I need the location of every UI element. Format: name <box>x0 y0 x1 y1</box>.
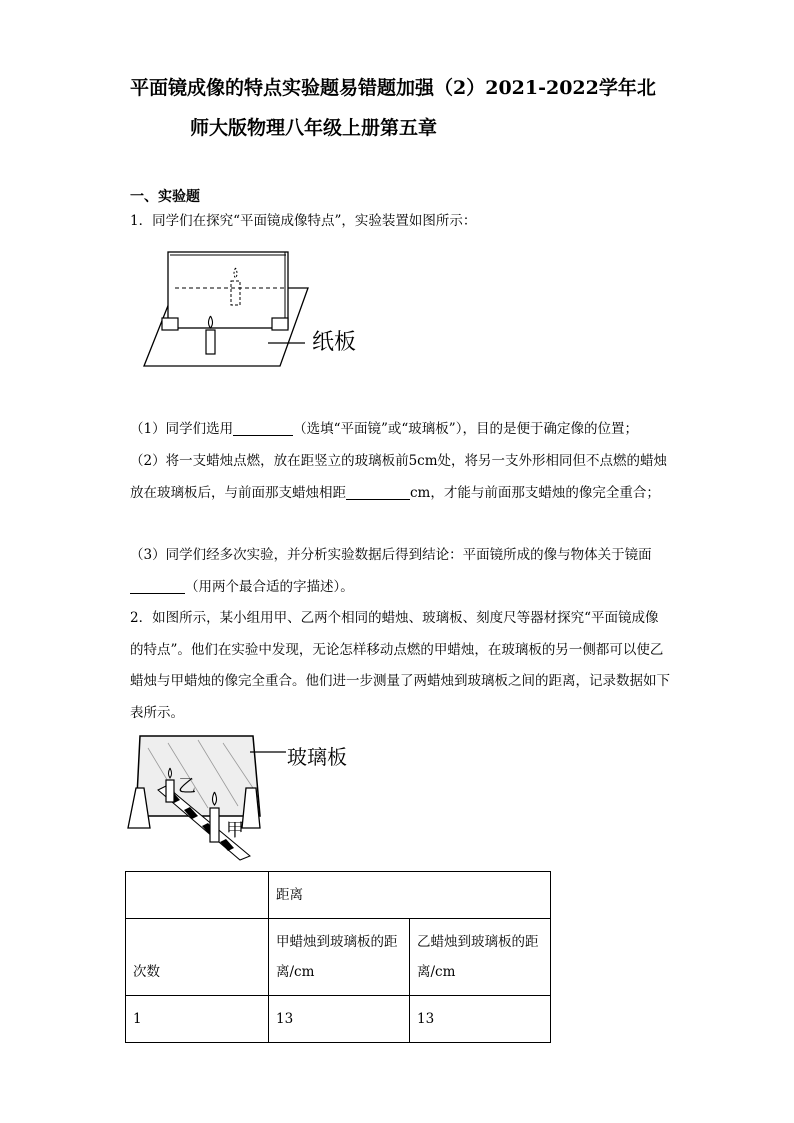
table-cell-jia: 13 <box>269 996 410 1043</box>
q1-part1-text-a: （1）同学们选用 <box>130 421 234 437</box>
document-title <box>130 68 690 148</box>
q2-candle-jia-label: 甲 <box>226 820 244 841</box>
table-header-yi: 乙蜡烛到玻璃板的距离/cm <box>410 919 551 996</box>
table-corner-cell <box>126 872 269 919</box>
q1-part3-text-b: （用两个最合适的字描述）。 <box>185 578 354 595</box>
title-line-2: 师大版物理八年级上册第五章 <box>190 117 438 139</box>
q1-part1-text-b: （选填“平面镜”或“玻璃板”），目的是便于确定像的位置； <box>293 421 638 437</box>
glass-plate <box>168 252 288 328</box>
data-table <box>125 871 551 1043</box>
q2-figure-label: 玻璃板 <box>287 745 347 769</box>
q1-part3 <box>130 540 670 603</box>
q2-candle-yi-label: 乙 <box>178 776 196 797</box>
q1-part1 <box>130 414 670 446</box>
q2-stem: 2．如图所示，某小组用甲、乙两个相同的蜡烛、玻璃板、刻度尺等器材探究“平面镜成像的特点”。他们在实验中发现，无论怎样移动点燃的甲蜡烛，在玻璃板的另一侧都可以使乙蜡烛与甲蜡烛的像完全重合。他们进一步测量了两蜡烛到玻璃板之间的距离，记录数据如下表所示。 <box>130 610 670 721</box>
table-header-jia: 甲蜡烛到玻璃板的距离/cm <box>269 919 410 996</box>
title-line-1: 平面镜成像的特点实验题易错题加强（2）2021-2022学年北 <box>130 77 656 99</box>
q1-part2-text-b: cm，才能与前面那支蜡烛的像完全重合； <box>410 484 660 501</box>
table-cell-yi: 13 <box>410 996 551 1043</box>
candle-yi <box>166 780 174 802</box>
q1-blank-1[interactable] <box>233 421 293 436</box>
q1-part2 <box>130 446 670 509</box>
section-heading: 一、实验题 <box>130 189 200 205</box>
q1-blank-3[interactable] <box>130 579 185 594</box>
glass-plate <box>136 736 260 816</box>
q1-part2-text-a: （2）将一支蜡烛点燃，放在距竖立的玻璃板前5cm处，将另一支外形相同但不点燃的蜡烛放在玻璃板后，与前面那支蜡烛相距 <box>130 453 668 501</box>
q1-part3-text-a: （3）同学们经多次实验，并分析实验数据后得到结论：平面镜所成的像与物体关于镜面 <box>130 547 652 563</box>
lit-candle <box>206 330 215 354</box>
q1-blank-2[interactable] <box>346 485 410 500</box>
q1-stem: 1．同学们在探究“平面镜成像特点”，实验装置如图所示： <box>130 213 477 229</box>
table-row <box>126 996 551 1043</box>
q1-figure-label: 纸板 <box>312 330 357 355</box>
table-header-distance: 距离 <box>269 872 551 919</box>
candle-jia <box>210 808 219 842</box>
table-header-times: 次数 <box>126 919 269 996</box>
table-cell-times: 1 <box>126 996 269 1043</box>
